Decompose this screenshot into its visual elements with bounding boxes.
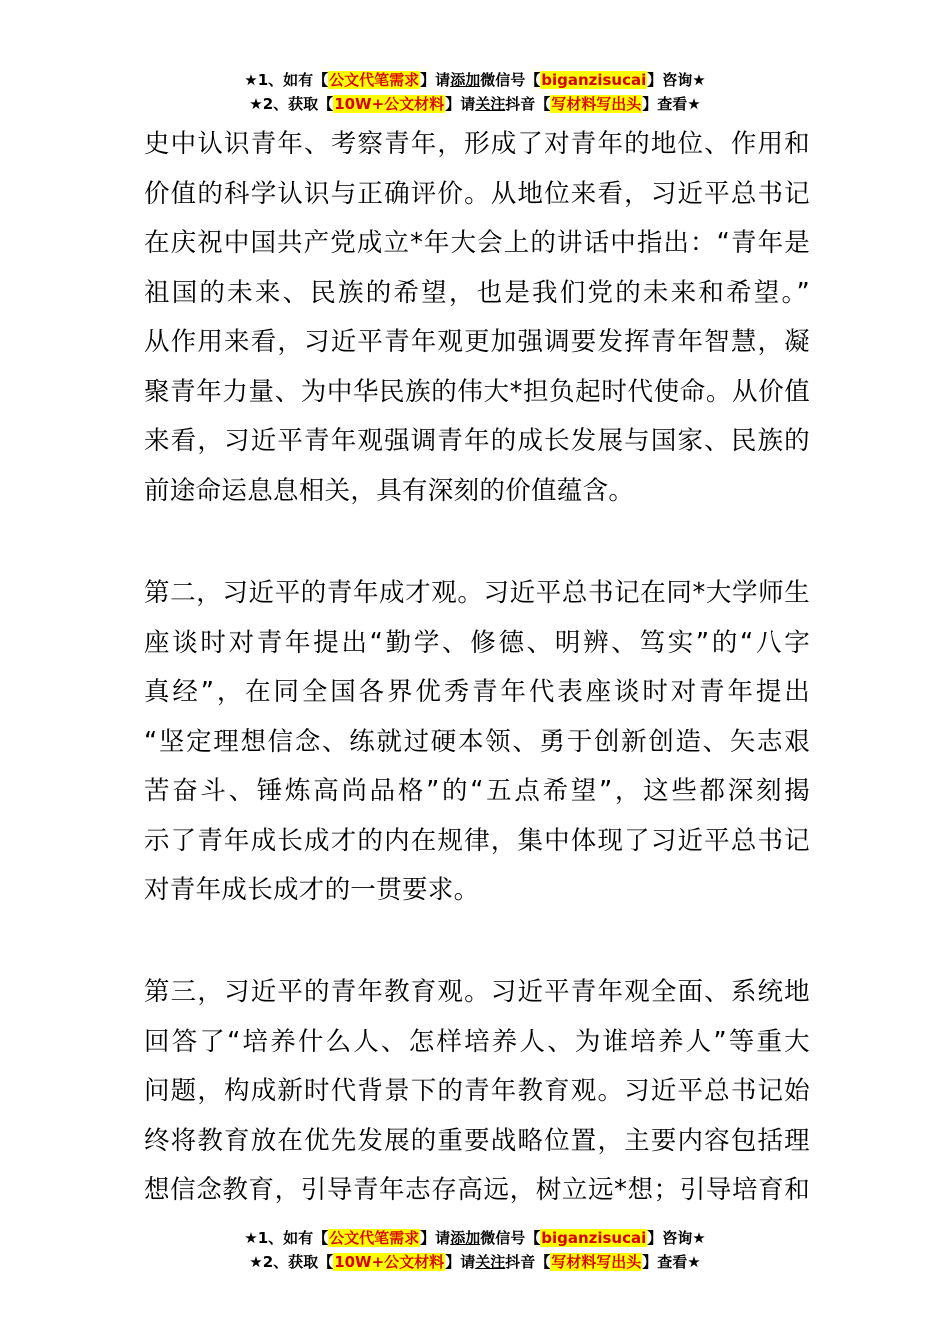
- banner-highlight: biganzisucai: [541, 1229, 647, 1247]
- text-line: 第三，习近平的青年教育观。习近平青年观全面、系统地: [144, 977, 810, 1007]
- banner-text: 添加: [450, 1229, 481, 1247]
- banner-text: 关注: [475, 95, 506, 113]
- footer-banner: [0, 1226, 950, 1274]
- banner-highlight: 10W+公文材料: [334, 95, 445, 113]
- text-line: 座谈时对青年提出“勤学、修德、明辨、笃实”的“八字: [144, 627, 810, 658]
- text-line: 价值的科学认识与正确评价。从地位来看，习近平总书记: [144, 178, 810, 209]
- text-line: 史中认识青年、考察青年，形成了对青年的地位、作用和: [144, 129, 810, 159]
- banner-text: 微信号【: [480, 1229, 541, 1247]
- text-line: 苦奋斗、锤炼高尚品格”的“五点希望”，这些都深刻揭: [144, 776, 810, 806]
- text-line: 真经”，在同全国各界优秀青年代表座谈时对青年提出: [144, 677, 810, 707]
- text-line: 回答了“培养什么人、怎样培养人、为谁培养人”等重大: [144, 1026, 810, 1057]
- banner-text: 】请: [445, 1253, 476, 1271]
- text-line: 对青年成长成才的一贯要求。: [144, 875, 480, 905]
- banner-text: 】咨询★: [647, 1229, 706, 1247]
- banner-highlight: 10W+公文材料: [334, 1253, 445, 1271]
- text-line: 想信念教育，引导青年志存高远，树立远*想；引导培育和: [144, 1175, 810, 1205]
- text-line: 示了青年成长成才的内在规律，集中体现了习近平总书记: [144, 825, 810, 856]
- banner-text: ★1、如有【: [244, 1229, 329, 1247]
- banner-text: 抖音【: [505, 95, 551, 113]
- text-line: 问题，构成新时代背景下的青年教育观。习近平总书记始: [144, 1076, 810, 1106]
- header-banner: [0, 68, 950, 116]
- text-line: 前途命运息息相关，具有深刻的价值蕴含。: [144, 475, 635, 506]
- text-line: 第二，习近平的青年成才观。习近平总书记在同*大学师生: [144, 578, 810, 608]
- banner-text: 】查看★: [642, 95, 701, 113]
- banner-text: 关注: [475, 1253, 506, 1271]
- banner-text: 】请: [420, 71, 451, 89]
- banner-highlight: 写材料写出头: [551, 1253, 642, 1271]
- text-line: “坚定理想信念、练就过硬本领、勇于创新创造、矢志艰: [144, 726, 810, 757]
- text-line: 从作用来看，习近平青年观更加强调要发挥青年智慧，凝: [144, 327, 810, 357]
- text-line: 终将教育放在优先发展的重要战略位置，主要内容包括理: [144, 1125, 810, 1156]
- banner-line-2: [0, 1250, 950, 1274]
- text-line: 祖国的未来、民族的希望，也是我们党的未来和希望。”: [144, 277, 810, 308]
- paragraph-3: [144, 968, 810, 1216]
- text-line: 聚青年力量、为中华民族的伟大*担负起时代使命。从价值: [144, 376, 810, 407]
- banner-highlight: 公文代笔需求: [329, 71, 420, 89]
- banner-text: 抖音【: [505, 1253, 551, 1271]
- banner-text: 】咨询★: [647, 71, 706, 89]
- banner-highlight: 公文代笔需求: [329, 1229, 420, 1247]
- banner-line-2: [0, 92, 950, 116]
- banner-text: 】请: [420, 1229, 451, 1247]
- banner-text: 】查看★: [642, 1253, 701, 1271]
- banner-text: ★1、如有【: [244, 71, 329, 89]
- banner-text: ★2、获取【: [249, 95, 334, 113]
- banner-text: 添加: [450, 71, 481, 89]
- banner-text: 】请: [445, 95, 476, 113]
- banner-text: ★2、获取【: [249, 1253, 334, 1271]
- banner-line-1: [0, 68, 950, 92]
- banner-highlight: 写材料写出头: [551, 95, 642, 113]
- text-line: 在庆祝中国共产党成立*年大会上的讲话中指出：“青年是: [144, 228, 810, 258]
- text-line: 来看，习近平青年观强调青年的成长发展与国家、民族的: [144, 426, 810, 456]
- banner-highlight: biganzisucai: [541, 71, 647, 89]
- banner-text: 微信号【: [480, 71, 541, 89]
- paragraph-1: [144, 120, 810, 516]
- banner-line-1: [0, 1226, 950, 1250]
- paragraph-2: [144, 569, 810, 916]
